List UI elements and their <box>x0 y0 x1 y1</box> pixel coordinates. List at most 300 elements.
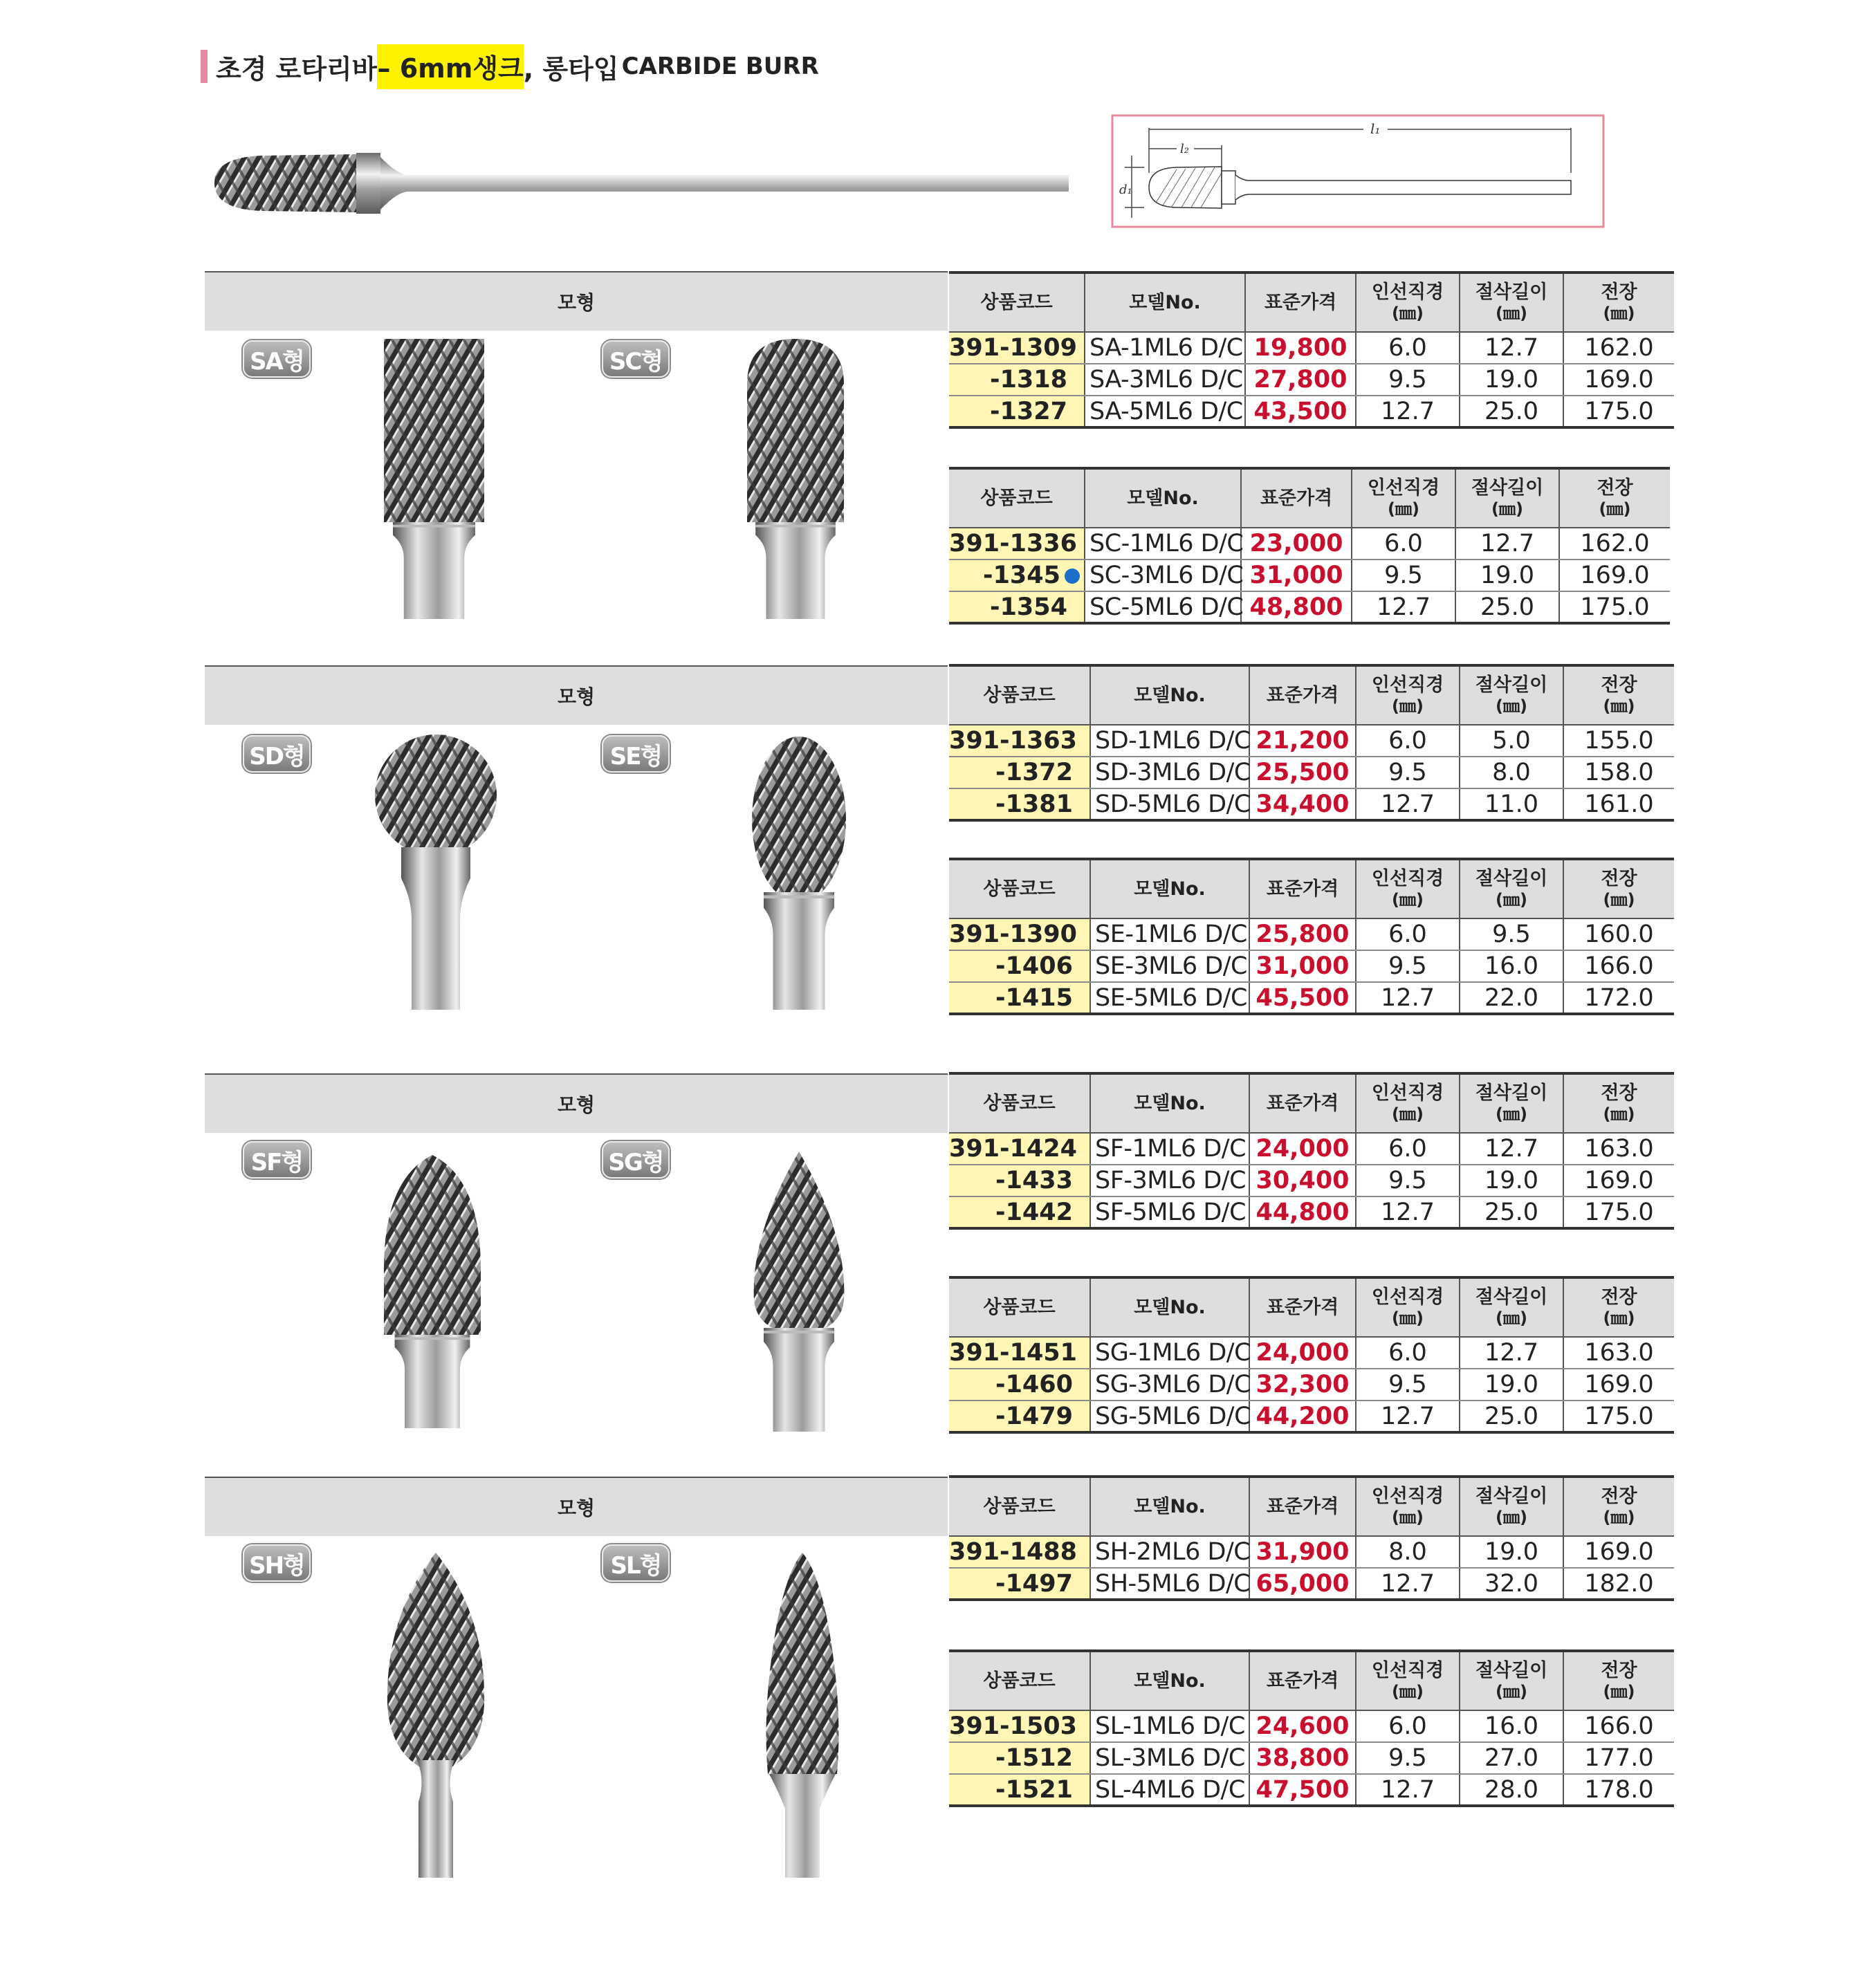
col-total-length <box>1559 468 1670 528</box>
col-model: 모델No. <box>1090 859 1249 918</box>
shape-header-1 <box>205 271 948 331</box>
col-total-length-unit: (㎜) <box>1603 1681 1635 1701</box>
col-cut-length-unit: (㎜) <box>1491 499 1523 519</box>
col-total-length-label: 전장 <box>1601 1082 1637 1104</box>
col-total-length <box>1563 1477 1674 1536</box>
product-code: -1327 <box>949 396 1085 427</box>
price: 43,500 <box>1245 396 1356 427</box>
col-code: 상품코드 <box>949 1277 1090 1337</box>
cut-length: 19.0 <box>1460 1165 1563 1196</box>
total-length: 175.0 <box>1559 591 1670 623</box>
col-cut-length-label: 절삭길이 <box>1471 477 1544 499</box>
col-cut-length <box>1460 665 1563 725</box>
burr-sf-image <box>377 1152 488 1428</box>
col-model: 모델No. <box>1085 468 1241 528</box>
spec-table-sa <box>949 271 1674 429</box>
col-cut-length-label: 절삭길이 <box>1475 281 1548 303</box>
col-total-length-label: 전장 <box>1601 1485 1637 1507</box>
table-row <box>949 1568 1674 1600</box>
total-length: 169.0 <box>1563 1165 1674 1196</box>
col-cut-length-label: 절삭길이 <box>1475 1485 1548 1507</box>
col-diameter-label: 인선직경 <box>1371 674 1444 696</box>
col-diameter-label: 인선직경 <box>1371 867 1444 889</box>
col-total-length <box>1563 1073 1674 1133</box>
price: 65,000 <box>1249 1568 1356 1600</box>
price: 44,800 <box>1249 1196 1356 1228</box>
table-row <box>949 1401 1674 1432</box>
col-price: 표준가격 <box>1249 859 1356 918</box>
cut-length: 16.0 <box>1460 950 1563 982</box>
product-code: -1406 <box>949 950 1090 982</box>
price: 34,400 <box>1249 788 1356 820</box>
title-subtitle: CARBIDE BURR <box>621 53 819 80</box>
cut-length: 27.0 <box>1460 1742 1563 1774</box>
total-length: 178.0 <box>1563 1774 1674 1806</box>
cut-length: 28.0 <box>1460 1774 1563 1806</box>
total-length: 175.0 <box>1563 1401 1674 1432</box>
diameter: 9.5 <box>1356 1369 1460 1401</box>
cut-length: 16.0 <box>1460 1710 1563 1742</box>
cut-length: 22.0 <box>1460 982 1563 1014</box>
badge-sa: SA형 <box>243 340 311 378</box>
product-code: -1381 <box>949 788 1090 820</box>
table-row <box>949 1710 1674 1742</box>
burr-se-image <box>747 733 851 1010</box>
col-cut-length <box>1455 468 1559 528</box>
total-length: 172.0 <box>1563 982 1674 1014</box>
table-row <box>949 982 1674 1014</box>
col-total-length-label: 전장 <box>1601 281 1637 303</box>
table-row <box>949 332 1674 364</box>
table-row <box>949 725 1674 757</box>
shape-header-label: 모형 <box>557 1093 596 1116</box>
price: 25,800 <box>1249 918 1356 950</box>
col-total-length-unit: (㎜) <box>1603 889 1635 909</box>
col-diameter-label: 인선직경 <box>1371 1286 1444 1308</box>
diameter: 9.5 <box>1356 364 1460 396</box>
model-no: SD-1ML6 D/C <box>1090 725 1249 757</box>
col-code: 상품코드 <box>949 1073 1090 1133</box>
col-total-length <box>1563 665 1674 725</box>
product-code: -1460 <box>949 1369 1090 1401</box>
product-code: -1345 <box>983 562 1060 589</box>
title-accent-bar <box>201 50 208 83</box>
model-no: SC-5ML6 D/C <box>1085 591 1241 623</box>
col-diameter-label: 인선직경 <box>1371 281 1444 303</box>
model-no: SF-1ML6 D/C <box>1090 1133 1249 1165</box>
price: 21,200 <box>1249 725 1356 757</box>
badge-se: SE형 <box>602 735 670 773</box>
col-diameter-label: 인선직경 <box>1367 477 1440 499</box>
table-row <box>949 950 1674 982</box>
product-code: -1512 <box>949 1742 1090 1774</box>
col-total-length-unit: (㎜) <box>1603 1104 1635 1124</box>
model-no: SL-3ML6 D/C <box>1090 1742 1249 1774</box>
col-cut-length-unit: (㎜) <box>1496 303 1527 323</box>
product-code: 391-1309 <box>949 332 1085 364</box>
price: 23,000 <box>1241 528 1352 560</box>
product-code: 391-1451 <box>949 1337 1090 1369</box>
badge-sl: SL형 <box>602 1544 670 1582</box>
total-length: 175.0 <box>1563 1196 1674 1228</box>
table-row <box>949 1369 1674 1401</box>
col-diameter <box>1356 1277 1460 1337</box>
col-code: 상품코드 <box>949 665 1090 725</box>
model-no: SC-3ML6 D/C <box>1085 560 1241 591</box>
schematic-d1-label: d₁ <box>1119 183 1132 197</box>
price: 24,000 <box>1249 1133 1356 1165</box>
model-no: SA-1ML6 D/C <box>1085 332 1245 364</box>
col-cut-length-unit: (㎜) <box>1496 1507 1527 1527</box>
total-length: 162.0 <box>1559 528 1670 560</box>
shape-header-label: 모형 <box>557 685 596 708</box>
table-row <box>949 1196 1674 1228</box>
product-code: 391-1336 <box>949 528 1085 560</box>
blue-dot-marker-icon <box>1065 569 1080 584</box>
total-length: 169.0 <box>1559 560 1670 591</box>
hero-burr-image <box>208 142 1072 225</box>
product-code: -1497 <box>949 1568 1090 1600</box>
cut-length: 19.0 <box>1460 1536 1563 1568</box>
diameter: 9.5 <box>1356 757 1460 788</box>
schematic-l2-label: l₂ <box>1180 142 1189 156</box>
col-cut-length-unit: (㎜) <box>1496 1104 1527 1124</box>
model-no: SF-3ML6 D/C <box>1090 1165 1249 1196</box>
model-no: SE-3ML6 D/C <box>1090 950 1249 982</box>
price: 30,400 <box>1249 1165 1356 1196</box>
total-length: 166.0 <box>1563 950 1674 982</box>
table-row <box>949 1742 1674 1774</box>
badge-sc: SC형 <box>602 340 670 378</box>
col-total-length-unit: (㎜) <box>1603 303 1635 323</box>
col-price: 표준가격 <box>1245 272 1356 332</box>
product-code: 391-1363 <box>949 725 1090 757</box>
cut-length: 11.0 <box>1460 788 1563 820</box>
model-no: SL-1ML6 D/C <box>1090 1710 1249 1742</box>
burr-sd-image <box>370 733 502 1010</box>
cut-length: 25.0 <box>1455 591 1559 623</box>
badge-sh: SH형 <box>243 1544 311 1582</box>
schematic-l1-label: l₁ <box>1370 120 1381 137</box>
col-cut-length-label: 절삭길이 <box>1475 867 1548 889</box>
col-price: 표준가격 <box>1249 665 1356 725</box>
col-diameter-unit: (㎜) <box>1392 1104 1424 1124</box>
table-row <box>949 1536 1674 1568</box>
spec-table-sf <box>949 1072 1674 1230</box>
shape-header-label: 모형 <box>557 291 596 314</box>
col-price: 표준가격 <box>1241 468 1352 528</box>
model-no: SL-4ML6 D/C <box>1090 1774 1249 1806</box>
col-total-length-label: 전장 <box>1597 477 1633 499</box>
col-total-length <box>1563 859 1674 918</box>
table-row <box>949 1165 1674 1196</box>
diameter: 12.7 <box>1356 788 1460 820</box>
col-diameter <box>1356 859 1460 918</box>
burr-sg-image <box>747 1152 851 1432</box>
diameter: 12.7 <box>1356 1774 1460 1806</box>
col-cut-length <box>1460 859 1563 918</box>
title-part1: 초경 로타리바 <box>216 53 378 84</box>
burr-sh-image <box>384 1553 488 1878</box>
model-no: SG-5ML6 D/C <box>1090 1401 1249 1432</box>
diameter: 12.7 <box>1356 982 1460 1014</box>
col-cut-length-unit: (㎜) <box>1496 889 1527 909</box>
price: 31,000 <box>1249 950 1356 982</box>
col-model: 모델No. <box>1090 1651 1249 1710</box>
model-no: SF-5ML6 D/C <box>1090 1196 1249 1228</box>
diameter: 6.0 <box>1356 725 1460 757</box>
product-code: -1318 <box>949 364 1085 396</box>
table-row <box>949 396 1674 427</box>
total-length: 163.0 <box>1563 1133 1674 1165</box>
table-row <box>949 1774 1674 1806</box>
model-no: SE-5ML6 D/C <box>1090 982 1249 1014</box>
burr-sc-image <box>737 335 854 619</box>
col-cut-length <box>1460 1277 1563 1337</box>
cut-length: 5.0 <box>1460 725 1563 757</box>
col-price: 표준가격 <box>1249 1073 1356 1133</box>
col-diameter-unit: (㎜) <box>1392 889 1424 909</box>
table-row <box>949 788 1674 820</box>
cut-length: 25.0 <box>1460 1196 1563 1228</box>
model-no: SC-1ML6 D/C <box>1085 528 1241 560</box>
col-model: 모델No. <box>1090 665 1249 725</box>
col-total-length-unit: (㎜) <box>1599 499 1631 519</box>
table-row <box>949 757 1674 788</box>
col-model: 모델No. <box>1085 272 1245 332</box>
col-diameter-label: 인선직경 <box>1371 1082 1444 1104</box>
col-diameter-unit: (㎜) <box>1392 696 1424 716</box>
col-cut-length <box>1460 1651 1563 1710</box>
cut-length: 12.7 <box>1455 528 1559 560</box>
product-code: 391-1488 <box>949 1536 1090 1568</box>
page-title <box>216 46 819 87</box>
burr-sa-image <box>374 335 495 619</box>
dimension-schematic <box>1111 114 1605 228</box>
col-diameter <box>1356 665 1460 725</box>
col-diameter-unit: (㎜) <box>1392 1507 1424 1527</box>
model-no: SG-3ML6 D/C <box>1090 1369 1249 1401</box>
model-no: SD-5ML6 D/C <box>1090 788 1249 820</box>
table-row <box>949 1337 1674 1369</box>
title-highlight: – 6mm생크 <box>377 44 523 89</box>
price: 47,500 <box>1249 1774 1356 1806</box>
cut-length: 8.0 <box>1460 757 1563 788</box>
col-cut-length-label: 절삭길이 <box>1475 674 1548 696</box>
table-row <box>949 1133 1674 1165</box>
badge-sd: SD형 <box>243 735 311 773</box>
col-total-length-unit: (㎜) <box>1603 1507 1635 1527</box>
cut-length: 19.0 <box>1460 1369 1563 1401</box>
model-no: SD-3ML6 D/C <box>1090 757 1249 788</box>
table-row <box>949 364 1674 396</box>
diameter: 12.7 <box>1356 1196 1460 1228</box>
col-model: 모델No. <box>1090 1277 1249 1337</box>
col-cut-length <box>1460 272 1563 332</box>
product-code: 391-1424 <box>949 1133 1090 1165</box>
col-total-length <box>1563 272 1674 332</box>
total-length: 161.0 <box>1563 788 1674 820</box>
col-total-length-label: 전장 <box>1601 867 1637 889</box>
diameter: 12.7 <box>1356 1401 1460 1432</box>
diameter: 6.0 <box>1356 918 1460 950</box>
shape-header-4 <box>205 1477 948 1536</box>
cut-length: 9.5 <box>1460 918 1563 950</box>
total-length: 163.0 <box>1563 1337 1674 1369</box>
table-row <box>949 591 1670 623</box>
product-code: -1433 <box>949 1165 1090 1196</box>
diameter: 12.7 <box>1352 591 1455 623</box>
diameter: 6.0 <box>1356 1133 1460 1165</box>
spec-table-sh <box>949 1475 1674 1601</box>
diameter: 9.5 <box>1356 1742 1460 1774</box>
price: 45,500 <box>1249 982 1356 1014</box>
col-total-length <box>1563 1651 1674 1710</box>
col-code: 상품코드 <box>949 272 1085 332</box>
price: 25,500 <box>1249 757 1356 788</box>
col-diameter <box>1356 1073 1460 1133</box>
col-cut-length-unit: (㎜) <box>1496 696 1527 716</box>
cut-length: 12.7 <box>1460 1337 1563 1369</box>
cut-length: 25.0 <box>1460 1401 1563 1432</box>
price: 24,600 <box>1249 1710 1356 1742</box>
product-code-cell <box>949 560 1085 591</box>
product-code: -1372 <box>949 757 1090 788</box>
col-diameter-label: 인선직경 <box>1371 1659 1444 1681</box>
burr-sl-image <box>761 1553 844 1878</box>
col-model: 모델No. <box>1090 1477 1249 1536</box>
col-cut-length <box>1460 1073 1563 1133</box>
col-diameter <box>1356 272 1460 332</box>
col-cut-length-label: 절삭길이 <box>1475 1082 1548 1104</box>
col-code: 상품코드 <box>949 859 1090 918</box>
model-no: SG-1ML6 D/C <box>1090 1337 1249 1369</box>
spec-table-sd <box>949 664 1674 822</box>
model-no: SH-5ML6 D/C <box>1090 1568 1249 1600</box>
col-model: 모델No. <box>1090 1073 1249 1133</box>
table-row <box>949 918 1674 950</box>
col-total-length-label: 전장 <box>1601 1659 1637 1681</box>
total-length: 169.0 <box>1563 1536 1674 1568</box>
price: 19,800 <box>1245 332 1356 364</box>
col-code: 상품코드 <box>949 468 1085 528</box>
col-code: 상품코드 <box>949 1651 1090 1710</box>
col-diameter-unit: (㎜) <box>1392 1308 1424 1328</box>
col-diameter-unit: (㎜) <box>1392 1681 1424 1701</box>
product-code: 391-1390 <box>949 918 1090 950</box>
cut-length: 12.7 <box>1460 1133 1563 1165</box>
col-cut-length-unit: (㎜) <box>1496 1308 1527 1328</box>
product-code: 391-1503 <box>949 1710 1090 1742</box>
total-length: 166.0 <box>1563 1710 1674 1742</box>
table-row <box>949 560 1670 591</box>
total-length: 169.0 <box>1563 364 1674 396</box>
total-length: 182.0 <box>1563 1568 1674 1600</box>
diameter: 9.5 <box>1356 950 1460 982</box>
total-length: 175.0 <box>1563 396 1674 427</box>
title-part2: , 롱타입 <box>523 53 619 84</box>
model-no: SA-5ML6 D/C <box>1085 396 1245 427</box>
col-cut-length-label: 절삭길이 <box>1475 1286 1548 1308</box>
product-code: -1479 <box>949 1401 1090 1432</box>
price: 32,300 <box>1249 1369 1356 1401</box>
product-code: -1521 <box>949 1774 1090 1806</box>
shape-header-label: 모형 <box>557 1497 596 1519</box>
spec-table-se <box>949 858 1674 1015</box>
cut-length: 19.0 <box>1455 560 1559 591</box>
product-code: -1415 <box>949 982 1090 1014</box>
diameter: 8.0 <box>1356 1536 1460 1568</box>
product-code: -1354 <box>949 591 1085 623</box>
model-no: SE-1ML6 D/C <box>1090 918 1249 950</box>
spec-table-sl <box>949 1649 1674 1807</box>
total-length: 158.0 <box>1563 757 1674 788</box>
total-length: 160.0 <box>1563 918 1674 950</box>
col-cut-length-label: 절삭길이 <box>1475 1659 1548 1681</box>
col-price: 표준가격 <box>1249 1477 1356 1536</box>
spec-table-sg <box>949 1276 1674 1434</box>
diameter: 9.5 <box>1356 1165 1460 1196</box>
diameter: 6.0 <box>1356 1337 1460 1369</box>
diameter: 9.5 <box>1352 560 1455 591</box>
table-row <box>949 528 1670 560</box>
model-no: SH-2ML6 D/C <box>1090 1536 1249 1568</box>
spec-table-sc <box>949 467 1670 625</box>
diameter: 6.0 <box>1356 1710 1460 1742</box>
badge-sf: SF형 <box>243 1141 311 1179</box>
col-total-length-unit: (㎜) <box>1603 1308 1635 1328</box>
cut-length: 19.0 <box>1460 364 1563 396</box>
product-code: -1442 <box>949 1196 1090 1228</box>
col-total-length-unit: (㎜) <box>1603 696 1635 716</box>
col-diameter <box>1352 468 1455 528</box>
price: 48,800 <box>1241 591 1352 623</box>
col-total-length-label: 전장 <box>1601 674 1637 696</box>
col-diameter-unit: (㎜) <box>1388 499 1419 519</box>
price: 31,000 <box>1241 560 1352 591</box>
total-length: 162.0 <box>1563 332 1674 364</box>
diameter: 12.7 <box>1356 1568 1460 1600</box>
diameter: 12.7 <box>1356 396 1460 427</box>
col-diameter-label: 인선직경 <box>1371 1485 1444 1507</box>
price: 31,900 <box>1249 1536 1356 1568</box>
col-diameter-unit: (㎜) <box>1392 303 1424 323</box>
cut-length: 32.0 <box>1460 1568 1563 1600</box>
col-total-length <box>1563 1277 1674 1337</box>
col-price: 표준가격 <box>1249 1651 1356 1710</box>
diameter: 6.0 <box>1356 332 1460 364</box>
shape-header-2 <box>205 665 948 725</box>
price: 27,800 <box>1245 364 1356 396</box>
col-code: 상품코드 <box>949 1477 1090 1536</box>
model-no: SA-3ML6 D/C <box>1085 364 1245 396</box>
price: 44,200 <box>1249 1401 1356 1432</box>
total-length: 169.0 <box>1563 1369 1674 1401</box>
col-diameter <box>1356 1651 1460 1710</box>
diameter: 6.0 <box>1352 528 1455 560</box>
col-total-length-label: 전장 <box>1601 1286 1637 1308</box>
col-diameter <box>1356 1477 1460 1536</box>
badge-sg: SG형 <box>602 1141 670 1179</box>
cut-length: 25.0 <box>1460 396 1563 427</box>
total-length: 177.0 <box>1563 1742 1674 1774</box>
price: 24,000 <box>1249 1337 1356 1369</box>
col-cut-length-unit: (㎜) <box>1496 1681 1527 1701</box>
cut-length: 12.7 <box>1460 332 1563 364</box>
col-price: 표준가격 <box>1249 1277 1356 1337</box>
price: 38,800 <box>1249 1742 1356 1774</box>
col-cut-length <box>1460 1477 1563 1536</box>
